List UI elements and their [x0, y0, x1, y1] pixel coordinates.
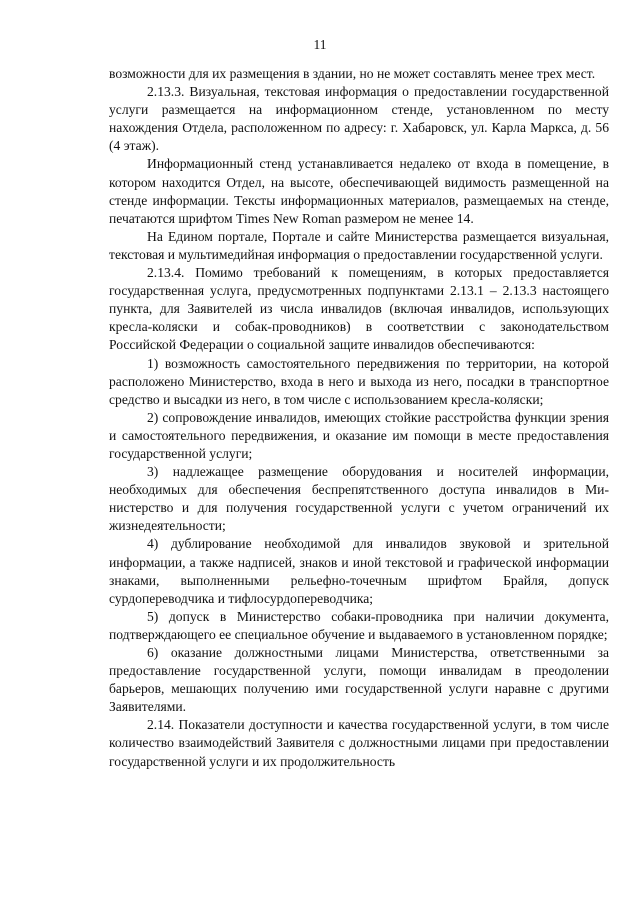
list-item-2: 2) сопровождение инвалидов, имеющих стойкие расстройства функции зрения и самостоятельного передвижения, и оказание им помощи в месте предоставления государственной услуги;: [109, 409, 609, 461]
document-body: [109, 65, 609, 771]
paragraph-portal-info: На Едином портале, Портале и сайте Министерства размещается визуальная, текстовая и мультимедийная информация о предоставлении государственной услуги.: [109, 228, 609, 262]
page-number: 11: [313, 37, 327, 52]
list-item-6: 6) оказание должностными лицами Министерства, ответственными за предоставление государственной услуги, помощи инвалидам в преодолении барьеров, мешающих получению ими государственной услуги наравне с другими Заявителями.: [109, 645, 609, 715]
paragraph-info-stand: Информационный стенд устанавливается недалеко от входа в помещение, в котором находится Отдел, на высоте, обеспечивающей видимость размещенной на стенде информации. Тексты информационных материалов, размещаемых на стенде, печатаются шрифтом Times New Roman размером не менее 14.: [109, 156, 609, 226]
list-item-4: 4) дублирование необходимой для инвалидов звуковой и зрительной информации, а также надписей, знаков и иной текстовой и графической информации знаками, выполненными рельефно-точечным шрифтом Брайля, допуск сурдопереводчика и тифлосурдопереводчика;: [109, 536, 609, 606]
list-item-5: 5) допуск в Министерство собаки-проводника при наличии документа, подтверждающего ее специальное обучение и выдаваемого в установленном порядке;: [109, 608, 609, 642]
list-item-1: 1) возможность самостоятельного передвижения по территории, на которой расположено Министерство, входа в него и выхода из него, посадки в транспортное средство и высадки из него, в том числе с использованием кресла-коляски;: [109, 355, 609, 407]
paragraph-2-14: 2.14. Показатели доступности и качества государственной услуги, в том числе количество взаимодействий Заявителя с должностными лицами при предоставлении государственной услуги и их продолжительность: [109, 717, 609, 769]
paragraph-2-13-3: 2.13.3. Визуальная, текстовая информация о предоставлении государственной услуги размещается на информационном стенде, установленном по месту нахождения Отдела, расположенном по адресу: г. Хабаровск, ул. Карла Маркса, д. 56 (4 этаж).: [109, 84, 609, 154]
paragraph-2-13-4: 2.13.4. Помимо требований к помещениям, в которых предоставляется государственная услуга, предусмотренных подпунктами 2.13.1 – 2.13.3 настоящего пункта, для Заявителей из числа инвалидов (включая инвалидов, использующих кресла-коляски и собак-проводников) в соответствии с законодательством Российской Федерации о социальной защите инвалидов обеспечиваются:: [109, 265, 609, 353]
list-item-3: 3) надлежащее размещение оборудования и носителей информации, необходимых для обеспечения беспрепятственного доступа инвалидов в Министерство и для получения государственной услуги с учетом ограничений их жизнедеятельности;: [109, 464, 609, 534]
paragraph-continuation: возможности для их размещения в здании, но не может составлять менее трех мест.: [109, 66, 596, 81]
